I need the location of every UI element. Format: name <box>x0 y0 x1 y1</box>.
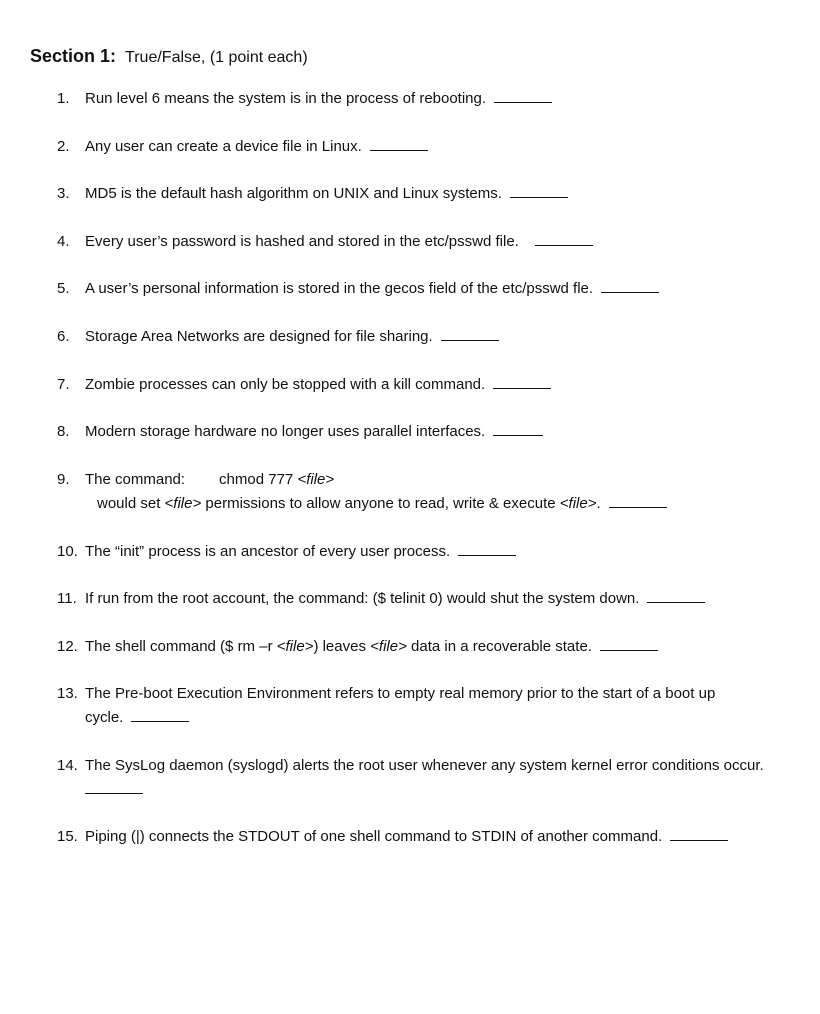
question-text: Every user’s password is hashed and stored in the etc/psswd file. <box>85 233 519 250</box>
question-text: The Pre-boot Execution Environment refers to empty real memory prior to the start of a boot up <box>85 685 716 702</box>
section-heading <box>30 44 308 70</box>
question-15 <box>57 825 728 849</box>
answer-blank[interactable] <box>85 779 143 794</box>
question-13-continuation <box>85 706 189 730</box>
question-number: 14. <box>57 757 78 774</box>
file-placeholder: <file> <box>164 495 202 512</box>
answer-blank[interactable] <box>370 136 428 151</box>
question-number: 2. <box>57 138 70 155</box>
question-text: data in a recoverable state. <box>406 638 592 655</box>
answer-blank[interactable] <box>609 493 667 508</box>
question-number: 1. <box>57 90 70 107</box>
question-text: Any user can create a device file in Linux. <box>85 138 362 155</box>
answer-blank[interactable] <box>670 826 728 841</box>
question-text-prefix: The command: <box>85 471 186 488</box>
file-placeholder: <file> <box>370 638 407 655</box>
question-number: 4. <box>57 233 70 250</box>
question-10 <box>57 540 516 564</box>
question-number: 10. <box>57 543 78 560</box>
section-description: True/False, (1 point each) <box>125 49 308 66</box>
question-text: would set <box>97 495 165 512</box>
question-text: . <box>596 495 601 512</box>
question-12 <box>57 635 658 659</box>
question-text: The SysLog daemon (syslogd) alerts the root user whenever any system kernel error conditions occur. <box>85 757 764 774</box>
question-9 <box>57 468 334 492</box>
question-7 <box>57 373 551 397</box>
question-9-continuation <box>97 492 667 516</box>
question-1 <box>57 87 552 111</box>
question-11 <box>57 587 705 611</box>
answer-blank[interactable] <box>493 421 543 436</box>
question-8 <box>57 420 543 444</box>
question-text: permissions to allow anyone to read, write & execute <box>201 495 560 512</box>
question-3 <box>57 182 568 206</box>
command-text: chmod 777 <box>219 471 298 488</box>
answer-blank[interactable] <box>494 88 552 103</box>
answer-blank[interactable] <box>493 374 551 389</box>
file-placeholder: <file> <box>276 638 314 655</box>
question-number: 5. <box>57 280 70 297</box>
file-placeholder: <file> <box>297 471 335 488</box>
question-text: ) leaves <box>313 638 371 655</box>
question-number: 12. <box>57 638 78 655</box>
question-number: 7. <box>57 376 70 393</box>
answer-blank[interactable] <box>600 636 658 651</box>
answer-blank[interactable] <box>601 278 659 293</box>
question-number: 3. <box>57 185 70 202</box>
question-6 <box>57 325 499 349</box>
section-label: Section 1: <box>30 46 117 66</box>
question-number: 15. <box>57 828 78 845</box>
question-text: Piping (|) connects the STDOUT of one shell command to STDIN of another command. <box>85 828 663 845</box>
question-14 <box>57 754 764 778</box>
answer-blank[interactable] <box>131 707 189 722</box>
question-text: Zombie processes can only be stopped with a kill command. <box>85 376 486 393</box>
question-4 <box>57 230 593 254</box>
answer-blank[interactable] <box>535 231 593 246</box>
question-text: If run from the root account, the command: ($ telinit 0) would shut the system down. <box>85 590 640 607</box>
answer-blank[interactable] <box>647 588 705 603</box>
answer-blank[interactable] <box>441 326 499 341</box>
question-number: 11. <box>57 590 77 607</box>
question-14-continuation <box>85 778 143 802</box>
question-text: Storage Area Networks are designed for file sharing. <box>85 328 433 345</box>
file-placeholder: <file> <box>559 495 597 512</box>
question-text: cycle. <box>85 709 124 726</box>
question-number: 13. <box>57 685 78 702</box>
question-text: The shell command ($ rm –r <box>85 638 277 655</box>
question-number: 6. <box>57 328 70 345</box>
question-text: The “init” process is an ancestor of every user process. <box>85 543 451 560</box>
question-text: Modern storage hardware no longer uses parallel interfaces. <box>85 423 486 440</box>
answer-blank[interactable] <box>510 183 568 198</box>
question-13 <box>57 682 715 706</box>
answer-blank[interactable] <box>458 541 516 556</box>
question-2 <box>57 135 428 159</box>
question-number: 9. <box>57 471 70 488</box>
question-text: A user’s personal information is stored in the gecos field of the etc/psswd fle. <box>85 280 594 297</box>
question-number: 8. <box>57 423 70 440</box>
question-text: Run level 6 means the system is in the process of rebooting. <box>85 90 487 107</box>
question-text: MD5 is the default hash algorithm on UNIX and Linux systems. <box>85 185 502 202</box>
question-5 <box>57 277 659 301</box>
